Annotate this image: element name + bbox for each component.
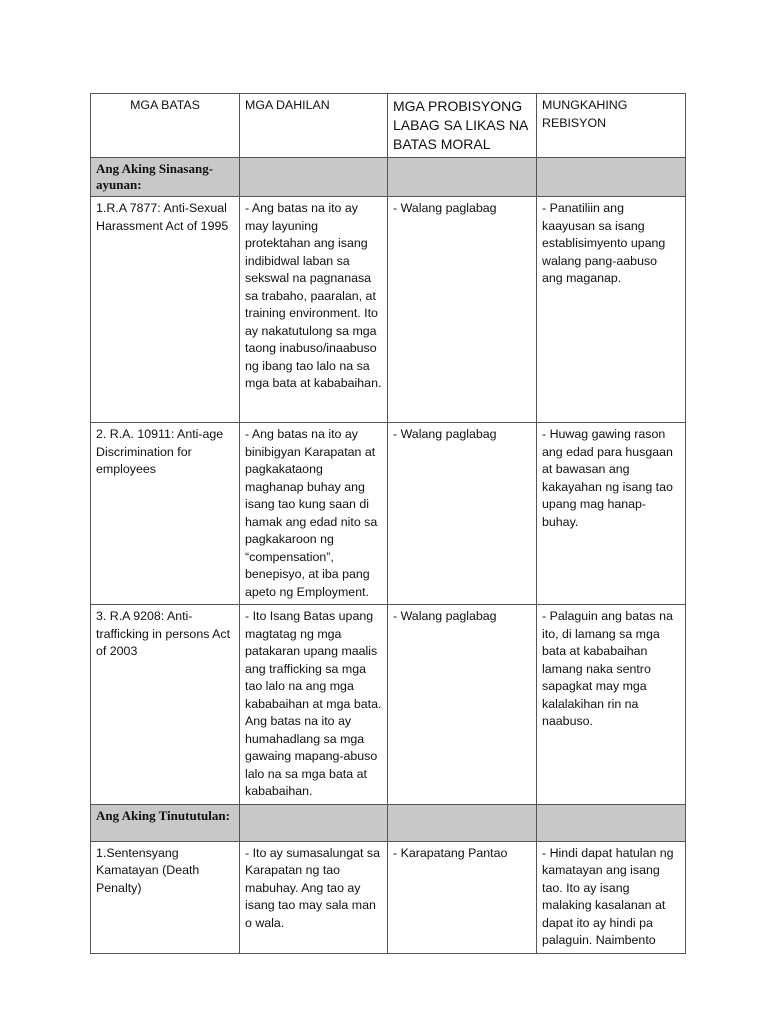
section-row-tinututulan bbox=[91, 804, 686, 841]
header-row bbox=[91, 94, 686, 158]
provision-cell: - Walang paglabag bbox=[388, 605, 537, 805]
section-title: Ang Aking Tinututulan: bbox=[91, 804, 240, 841]
table-row bbox=[91, 197, 686, 423]
reason-cell: - Ito ay sumasalungat sa Karapatan ng tao mabuhay. Ang tao ay isang tao may sala man o wala. bbox=[240, 841, 388, 953]
section-cell bbox=[388, 158, 537, 197]
section-row-sinasang-ayunan bbox=[91, 158, 686, 197]
header-mga-batas: MGA BATAS bbox=[91, 94, 240, 158]
law-cell: 1.R.A 7877: Anti-Sexual Harassment Act of 1995 bbox=[91, 197, 240, 423]
provision-cell: - Walang paglabag bbox=[388, 197, 537, 423]
header-mungkahing-rebisyon: MUNGKAHING REBISYON bbox=[537, 94, 686, 158]
section-cell bbox=[388, 804, 537, 841]
table-row bbox=[91, 841, 686, 953]
section-title: Ang Aking Sinasang-ayunan: bbox=[91, 158, 240, 197]
revision-cell: - Panatiliin ang kaayusan sa isang establisimyento upang walang pang-aabuso ang maganap. bbox=[537, 197, 686, 423]
reason-cell: - Ang batas na ito ay may layuning protektahan ang isang indibidwal laban sa sekswal na pagnanasa sa trabaho, paaralan, at training environment. Ito ay nakatutulong sa mga taong inabuso/inaabuso ng ibang tao lalo na sa mga bata at kababaihan. bbox=[240, 197, 388, 423]
laws-table bbox=[90, 93, 686, 954]
section-cell bbox=[537, 158, 686, 197]
section-cell bbox=[240, 158, 388, 197]
law-cell: 3. R.A 9208: Anti-trafficking in persons Act of 2003 bbox=[91, 605, 240, 805]
section-cell bbox=[240, 804, 388, 841]
reason-cell: - Ang batas na ito ay binibigyan Karapatan at pagkakataong maghanap buhay ang isang tao kung saan di hamak ang edad nito sa pagkakaroon ng “compensation”, benepisyo, at iba pang apeto ng Employment. bbox=[240, 423, 388, 605]
section-cell bbox=[537, 804, 686, 841]
reason-cell: - Ito Isang Batas upang magtatag ng mga patakaran upang maalis ang trafficking sa mga tao lalo na ang mga kababaihan at mga bata. Ang batas na ito ay humahadlang sa mga gawaing mapang-abuso lalo na sa mga bata at kababaihan. bbox=[240, 605, 388, 805]
law-cell: 2. R.A. 10911: Anti-age Discrimination for employees bbox=[91, 423, 240, 605]
revision-cell: - Palaguin ang batas na ito, di lamang sa mga bata at kababaihan lamang naka sentro sapagkat may mga kalalakihan rin na naabuso. bbox=[537, 605, 686, 805]
table-row bbox=[91, 423, 686, 605]
revision-cell: - Hindi dapat hatulan ng kamatayan ang isang tao. Ito ay isang malaking kasalanan at dapat ito ay hindi pa palaguin. Naimbento bbox=[537, 841, 686, 953]
header-mga-dahilan: MGA DAHILAN bbox=[240, 94, 388, 158]
provision-cell: - Karapatang Pantao bbox=[388, 841, 537, 953]
table-row bbox=[91, 605, 686, 805]
law-cell: 1.Sentensyang Kamatayan (Death Penalty) bbox=[91, 841, 240, 953]
header-mga-probisyong: MGA PROBISYONG LABAG SA LIKAS NA BATAS MORAL bbox=[388, 94, 537, 158]
revision-cell: - Huwag gawing rason ang edad para husgaan at bawasan ang kakayahan ng isang tao upang mag hanap-buhay. bbox=[537, 423, 686, 605]
provision-cell: - Walang paglabag bbox=[388, 423, 537, 605]
